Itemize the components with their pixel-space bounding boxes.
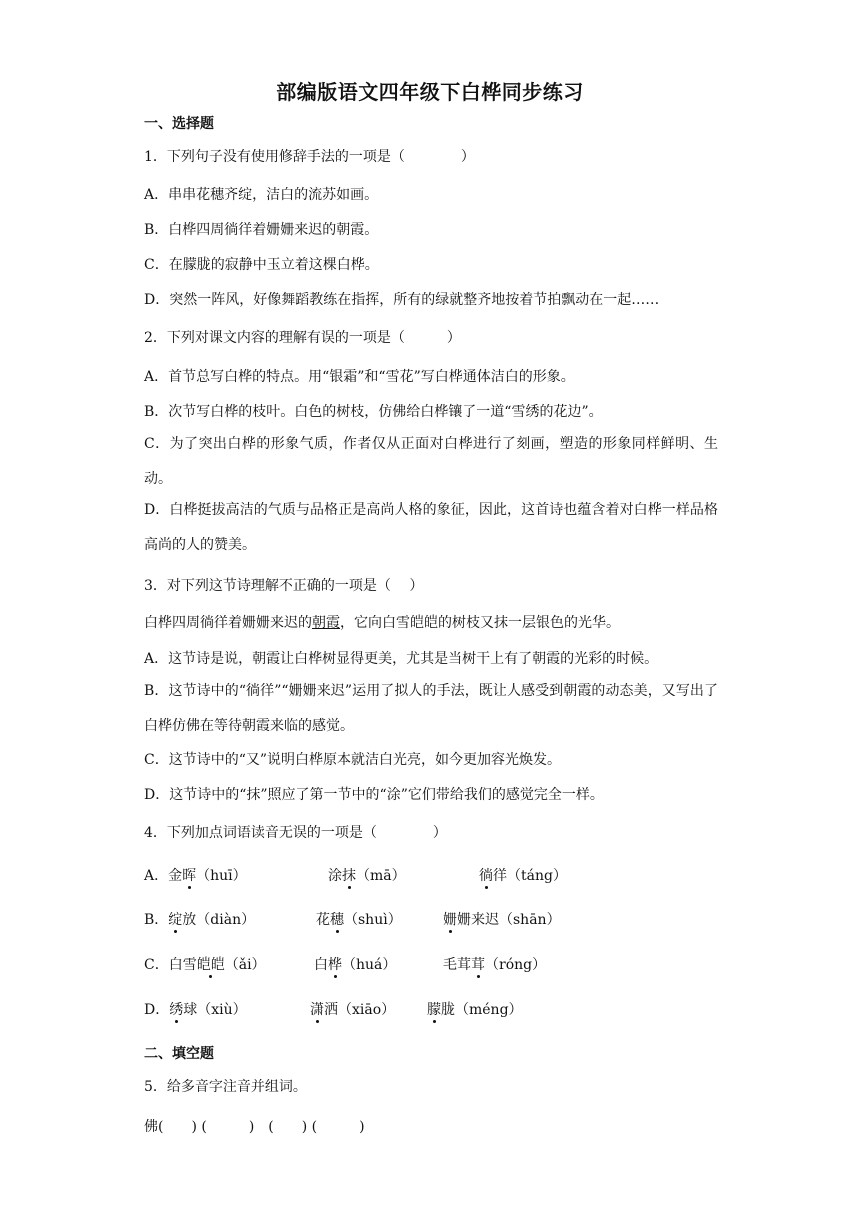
question-4-option-d	[144, 999, 247, 1019]
question-3-option-a: A．这节诗是说，朝霞让白桦树显得更美，尤其是当树干上有了朝霞的光彩的时候。	[144, 651, 659, 667]
question-2-option-c: C．为了突出白桦的形象气质，作者仅从正面对白桦进行了刻画，塑造的形象同样鲜明、生动。	[144, 436, 718, 487]
question-5-stem: 5．给多音字注音并组词。	[144, 1079, 307, 1095]
option-label: D．	[144, 1002, 170, 1018]
question-1-stem: 1．下列句子没有使用修辞手法的一项是（ ）	[144, 149, 475, 165]
question-3-poem	[144, 612, 620, 632]
dotted-char: 茸	[471, 954, 485, 974]
question-2-stem: 2．下列对课文内容的理解有误的一项是（ ）	[144, 330, 461, 346]
question-1-option-c: C．在朦胧的寂静中玉立着这棵白桦。	[144, 257, 379, 273]
word-text: 金	[168, 868, 183, 884]
pinyin: 胧（méng）	[441, 1002, 523, 1018]
question-2-option-d: D．白桦挺拔高洁的气质与品格正是高尚人格的象征，因此，这首诗也蕴含着对白桦一样品格高尚的人的赞美。	[144, 502, 718, 553]
dotted-char: 潇	[310, 999, 324, 1019]
question-5-answer-line: 佛( ) ( ) ( ) ( )	[144, 1119, 365, 1135]
question-3-option-b: B．这节诗中的“徜徉”“姗姗来迟”运用了拟人的手法，既让人感受到朝霞的动态美，又写出了白桦仿佛在等待朝霞来临的感觉。	[144, 683, 718, 734]
word-text: 白雪	[168, 957, 197, 973]
question-4-option-c	[144, 954, 266, 974]
dotted-char: 皑皑	[197, 954, 225, 974]
question-4-option-b-word-3	[443, 909, 561, 929]
question-4-option-d-word-3	[427, 999, 523, 1019]
pinyin: （ǎi）	[224, 957, 266, 973]
option-label: A．	[144, 868, 169, 884]
page-title: 部编版语文四年级下白桦同步练习	[276, 80, 584, 104]
pinyin: （mā）	[356, 868, 406, 884]
pinyin: 球（xiù）	[183, 1002, 247, 1018]
question-2-option-a: A．首节总写白桦的特点。用“银霜”和“雪花”写白桦通体洁白的形象。	[144, 369, 575, 385]
question-1-option-a: A．串串花穗齐绽，洁白的流苏如画。	[144, 187, 379, 203]
question-1-option-b: B．白桦四周徜徉着姗姗来迟的朝霞。	[144, 222, 379, 238]
word-text: 白	[314, 957, 328, 973]
dotted-char: 绽	[168, 909, 182, 929]
question-4-option-d-word-2	[310, 999, 395, 1019]
word-text: 徉	[493, 868, 507, 884]
word-text: 姗来迟（shān）	[457, 912, 561, 928]
question-3-stem: 3．对下列这节诗理解不正确的一项是（ ）	[144, 578, 424, 594]
pinyin: 洒（xiāo）	[324, 1002, 396, 1018]
poem-underlined-word: 朝霞	[312, 615, 340, 631]
question-4-option-a-word-2	[328, 865, 406, 885]
option-label: B．	[144, 912, 169, 928]
dotted-char: 朦	[427, 999, 441, 1019]
dotted-char: 抹	[342, 865, 356, 885]
word-text: 毛茸	[443, 957, 471, 973]
section-heading-choice: 一、选择题	[144, 116, 214, 132]
option-label: C．	[144, 957, 169, 973]
poem-text-end: ，它向白雪皑皑的树枝又抹一层银色的光华。	[340, 615, 620, 631]
dotted-char: 绣	[169, 999, 183, 1019]
question-2-option-b: B．次节写白桦的枝叶。白色的树枝，仿佛给白桦镶了一道“雪绣的花边”。	[144, 404, 603, 420]
question-3-option-c: C．这节诗中的“又”说明白桦原本就洁白光亮，如今更加容光焕发。	[144, 752, 562, 768]
pinyin: （róng）	[485, 957, 547, 973]
dotted-char: 穗	[330, 909, 344, 929]
section-heading-fill: 二、填空题	[144, 1046, 214, 1062]
question-4-option-b-word-2	[316, 909, 402, 929]
pinyin: （huī）	[196, 868, 247, 884]
pinyin: （huá）	[342, 957, 397, 973]
question-4-option-a-word-3	[479, 865, 567, 885]
dotted-char: 桦	[328, 954, 342, 974]
dotted-char: 姗	[443, 909, 457, 929]
poem-text-start: 白桦四周徜徉着姗姗来迟的	[144, 615, 312, 631]
question-4-option-c-word-2	[314, 954, 396, 974]
question-4-option-c-word-3	[443, 954, 546, 974]
pinyin: （shuì）	[344, 912, 402, 928]
question-1-option-d: D．突然一阵风，好像舞蹈教练在指挥，所有的绿就整齐地按着节拍飘动在一起……	[144, 292, 660, 308]
question-3-option-d: D．这节诗中的“抹”照应了第一节中的“涂”它们带给我们的感觉完全一样。	[144, 787, 604, 803]
question-4-stem: 4．下列加点词语读音无误的一项是（ ）	[144, 825, 447, 841]
word-text: 花	[316, 912, 330, 928]
question-4-option-a	[144, 865, 247, 885]
dotted-char: 徜	[479, 865, 493, 885]
pinyin: （táng）	[507, 868, 567, 884]
word-text: 涂	[328, 868, 342, 884]
question-4-option-b	[144, 909, 255, 929]
dotted-char: 晖	[182, 865, 196, 885]
pinyin: 放（diàn）	[182, 912, 256, 928]
